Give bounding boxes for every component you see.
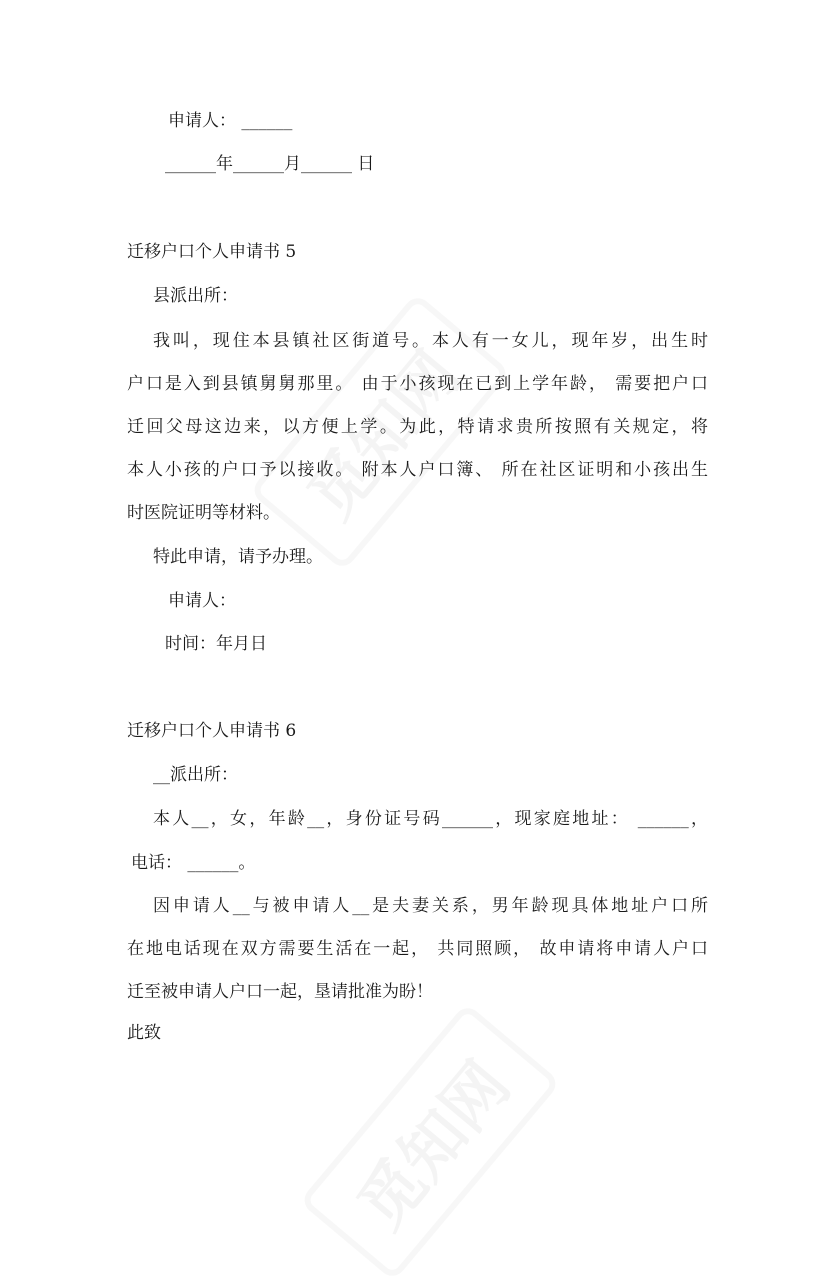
- addressee-5: 县派出所：: [153, 286, 238, 306]
- body-line: 本人__，女，年龄__，身份证号码______，现家庭地址： ______，: [153, 809, 708, 829]
- body-line: 因申请人__与被申请人__是夫妻关系，男年龄现具体地址户口所: [153, 896, 708, 916]
- body-line: 本人小孩的户口予以接收。 附本人户口簿、 所在社区证明和小孩出生: [127, 460, 708, 480]
- body-line: 在地电话现在双方需要生活在一起， 共同照顾， 故申请将申请人户口: [127, 939, 708, 959]
- applicant-label: 申请人：: [168, 591, 236, 611]
- salutation: 此致: [127, 1023, 161, 1043]
- applicant-signature-line: 申请人： ______: [168, 111, 293, 131]
- body-line: 迁至被申请人户口一起，垦请批准为盼！: [127, 982, 433, 1002]
- section-title-5: 迁移户口个人申请书 5: [127, 242, 297, 262]
- section-title-6: 迁移户口个人申请书 6: [127, 721, 297, 741]
- date-line: ______年______月______ 日: [165, 154, 375, 174]
- body-line: 电话： ______。: [131, 853, 256, 873]
- body-line: 迁回父母这边来，以方便上学。为此，特请求贵所按照有关规定，将: [127, 417, 708, 437]
- watermark: [299, 1003, 561, 1281]
- body-line: 我叫，现住本县镇社区街道号。本人有一女儿，现年岁，出生时: [153, 331, 708, 351]
- addressee-6: __派出所：: [153, 765, 238, 785]
- closing-request: 特此申请，请予办理。: [153, 547, 323, 567]
- time-label: 时间：年月日: [165, 634, 267, 654]
- body-line: 户口是入到县镇舅舅那里。 由于小孩现在已到上学年龄， 需要把户口: [127, 374, 708, 394]
- body-line: 时医院证明等材料。: [127, 503, 280, 523]
